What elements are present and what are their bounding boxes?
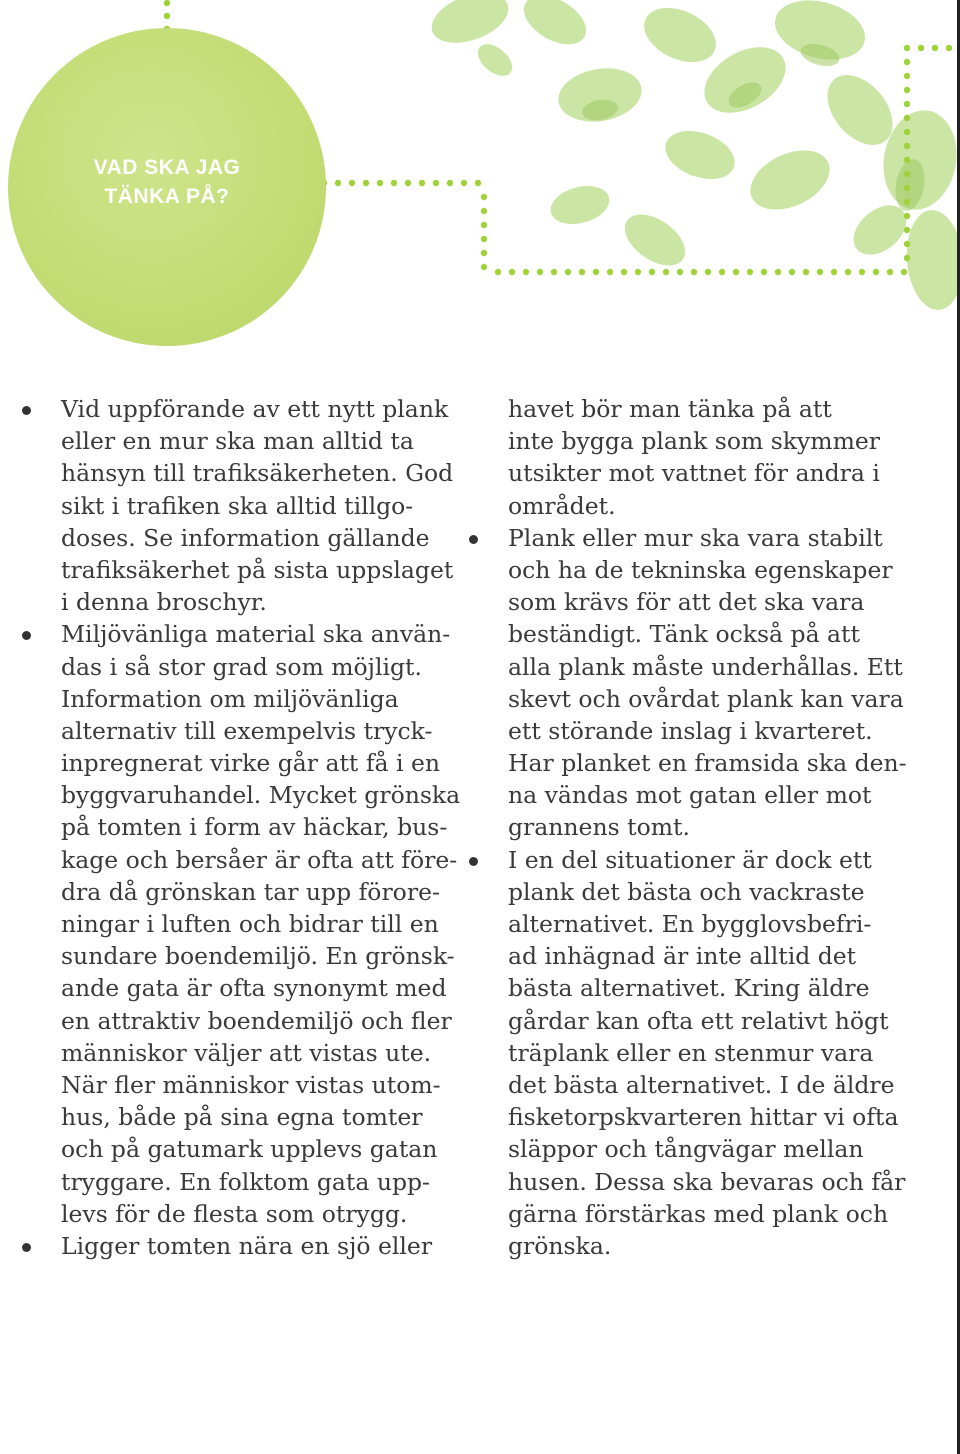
text-line: Har planket en framsida ska den- [508,749,907,778]
bullet-icon [22,1243,31,1252]
text-line: Miljövänliga material ska använ- [61,618,451,650]
text-line: I en del situationer är dock ett [508,844,908,876]
text-line: grannens tomt. [508,813,690,842]
text-line: doses. Se information gällande [61,523,430,552]
text-line: na vändas mot gatan eller mot [508,781,872,810]
text-line: ningar i luften och bidrar till en [61,910,439,938]
text-line: på tomten i form av häckar, bus- [61,813,448,842]
text-line: och på gatumark upplevs gatan [61,1135,438,1164]
text-line: tryggare. En folktom gata upp- [61,1167,430,1196]
bullet-icon [469,535,478,544]
text-line: hänsyn till trafiksäkerheten. God [61,459,454,488]
text-line: levs för de flesta som otrygg. [61,1199,408,1228]
text-line: och ha de tekninska egenskaper [508,555,893,584]
text-line: Information om miljövänliga [61,684,399,713]
text-line: eller en mur ska man alltid ta [61,427,414,456]
text-line: trafiksäkerhet på sista uppslaget [61,555,454,584]
text-line: havet bör man tänka på att [508,395,832,423]
text-line: träplank eller en stenmur vara [508,1038,874,1067]
text-line: fisketorpskvarteren hittar vi ofta [508,1103,899,1132]
text-line: hus, både på sina egna tomter [61,1103,423,1132]
heading-circle [8,28,326,346]
text-line: husen. Dessa ska bevaras och får [508,1167,906,1196]
text-line: grönska. [508,1231,612,1260]
text-line: byggvaruhandel. Mycket grönska [61,781,461,810]
right-text-column [508,393,908,1262]
text-line: Plank eller mur ska vara stabilt [508,522,908,554]
text-line: kage och bersåer är ofta att före- [61,845,458,874]
text-line: i denna broschyr. [61,588,267,617]
text-line: som krävs för att det ska vara [508,588,865,617]
bullet-icon [22,406,31,415]
bullet-icon [469,857,478,866]
text-line: alternativ till exempelvis tryck- [61,716,433,745]
text-line: inte bygga plank som skymmer [508,427,881,456]
text-line: alla plank måste underhållas. Ett [508,652,903,681]
text-line: Vid uppförande av ett nytt plank [61,393,451,425]
bullet-icon [22,631,31,640]
text-line: ett störande inslag i kvarteret. [508,716,873,745]
text-line: plank det bästa och vackraste [508,877,865,906]
text-line: das i så stor grad som möjligt. [61,652,422,681]
text-line: området. [508,491,616,520]
text-line: gärna förstärkas med plank och [508,1199,889,1228]
text-line: bästa alternativet. Kring äldre [508,974,870,1003]
section-heading: VAD SKA JAG TÄNKA PÅ? [93,156,241,208]
text-line: ande gata är ofta synonymt med [61,974,447,1003]
text-line: Ligger tomten nära en sjö eller [61,1230,451,1262]
text-line: inpregnerat virke går att få i en [61,749,441,778]
text-line: beständigt. Tänk också på att [508,620,860,649]
text-line: dra då grönskan tar upp förore- [61,877,440,906]
text-line: När fler människor vistas utom- [61,1070,441,1099]
text-line: utsikter mot vattnet för andra i [508,459,880,488]
text-line: en attraktiv boendemiljö och fler [61,1006,452,1035]
text-line: gårdar kan ofta ett relativt högt [508,1006,889,1035]
text-line: sundare boendemiljö. En grönsk- [61,942,455,971]
text-line: släppor och tångvägar mellan [508,1135,864,1164]
text-line: ad inhägnad är inte alltid det [508,942,857,971]
text-line: sikt i trafiken ska alltid tillgo- [61,491,414,520]
left-text-column [61,393,461,1262]
text-line: människor väljer att vistas ute. [61,1038,432,1067]
text-line: skevt och ovårdat plank kan vara [508,684,904,713]
text-line: alternativet. En bygglovsbefri- [508,910,872,938]
text-line: det bästa alternativet. I de äldre [508,1070,895,1099]
